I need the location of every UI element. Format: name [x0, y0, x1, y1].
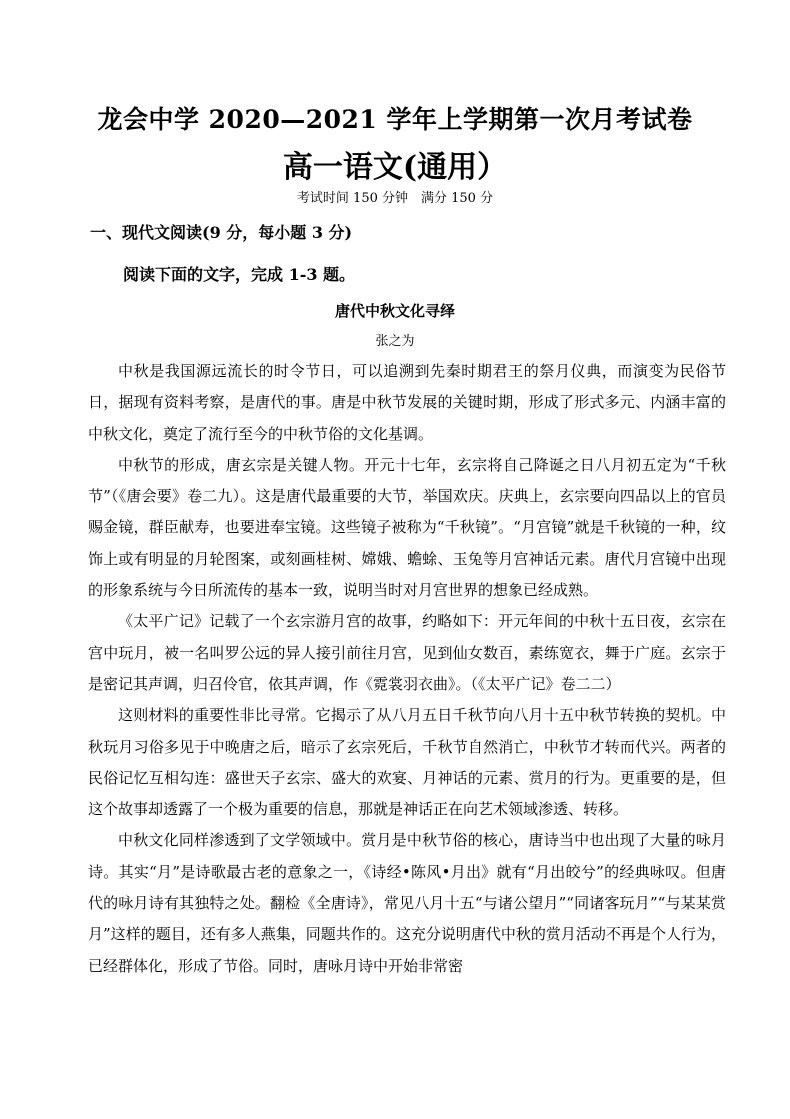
article-paragraph: 《太平广记》记载了一个玄宗游月宫的故事，约略如下：开元年间的中秋十五日夜，玄宗在宫中玩月，被一名叫罗公远的异人接引前往月宫，见到仙女数百，素练宽衣，舞于广庭。玄宗于是密记其声调，归召伶官，依其声调，作《霓裳羽衣曲》。（《太平广记》卷二二）	[88, 612, 726, 693]
article-body	[88, 356, 726, 982]
article-paragraph: 中秋文化同样渗透到了文学领域中。赏月是中秋节俗的核心，唐诗当中也出现了大量的咏月诗。其实“月”是诗歌最古老的意象之一，《诗经•陈风•月出》就有“月出皎兮”的经典咏叹。但唐代的咏月诗有其独特之处。翻检《全唐诗》，常见八月十五“与诸公望月”“同诸客玩月”“与某某赏月”这样的题目，还有多人燕集，同题共作的。这充分说明唐代中秋的赏月活动不再是个人行为，已经群体化，形成了节俗。同时，唐咏月诗中开始非常密	[88, 831, 726, 975]
article-title: 唐代中秋文化寻绎	[334, 302, 455, 320]
article-author: 张之为	[375, 334, 415, 349]
section-heading: 一、现代文阅读(9 分，每小题 3 分)	[90, 223, 353, 242]
article-paragraph: 中秋节的形成，唐玄宗是关键人物。开元十七年，玄宗将自己降诞之日八月初五定为“千秋节”（《唐会要》卷二九）。这是唐代最重要的大节，举国欢庆。庆典上，玄宗要向四品以上的官员赐金镜，群臣献寿，也要进奉宝镜。这些镜子被称为“千秋镜”。“月宫镜”就是千秋镜的一种，纹饰上或有明显的月轮图案，或刻画桂树、嫦娥、蟾蜍、玉兔等月宫神话元素。唐代月宫镜中出现的形象系统与今日所流传的基本一致，说明当时对月宫世界的想象已经成熟。	[88, 455, 726, 600]
exam-subtitle: 高一语文(通用）	[282, 150, 508, 185]
article-paragraph: 中秋是我国源远流长的时令节日，可以追溯到先秦时期君王的祭月仪典，而演变为民俗节日，据现有资料考察，是唐代的事。唐是中秋节发展的关键时期，形成了形式多元、内涵丰富的中秋文化，奠定了流行至今的中秋节俗的文化基调。	[88, 362, 726, 443]
exam-info: 考试时间 150 分钟 满分 150 分	[296, 191, 494, 206]
reading-instruction: 阅读下面的文字，完成 1-3 题。	[123, 265, 356, 284]
article-paragraph: 这则材料的重要性非比寻常。它揭示了从八月五日千秋节向八月十五中秋节转换的契机。中秋玩月习俗多见于中晚唐之后，暗示了玄宗死后，千秋节自然消亡，中秋节才转而代兴。两者的民俗记忆互相勾连：盛世天子玄宗、盛大的欢宴、月神话的元素、赏月的行为。更重要的是，但这个故事却透露了一个极为重要的信息，那就是神话正在向艺术领域渗透、转移。	[88, 706, 726, 819]
exam-title: 龙会中学 2020—2021 学年上学期第一次月考试卷	[97, 105, 693, 134]
